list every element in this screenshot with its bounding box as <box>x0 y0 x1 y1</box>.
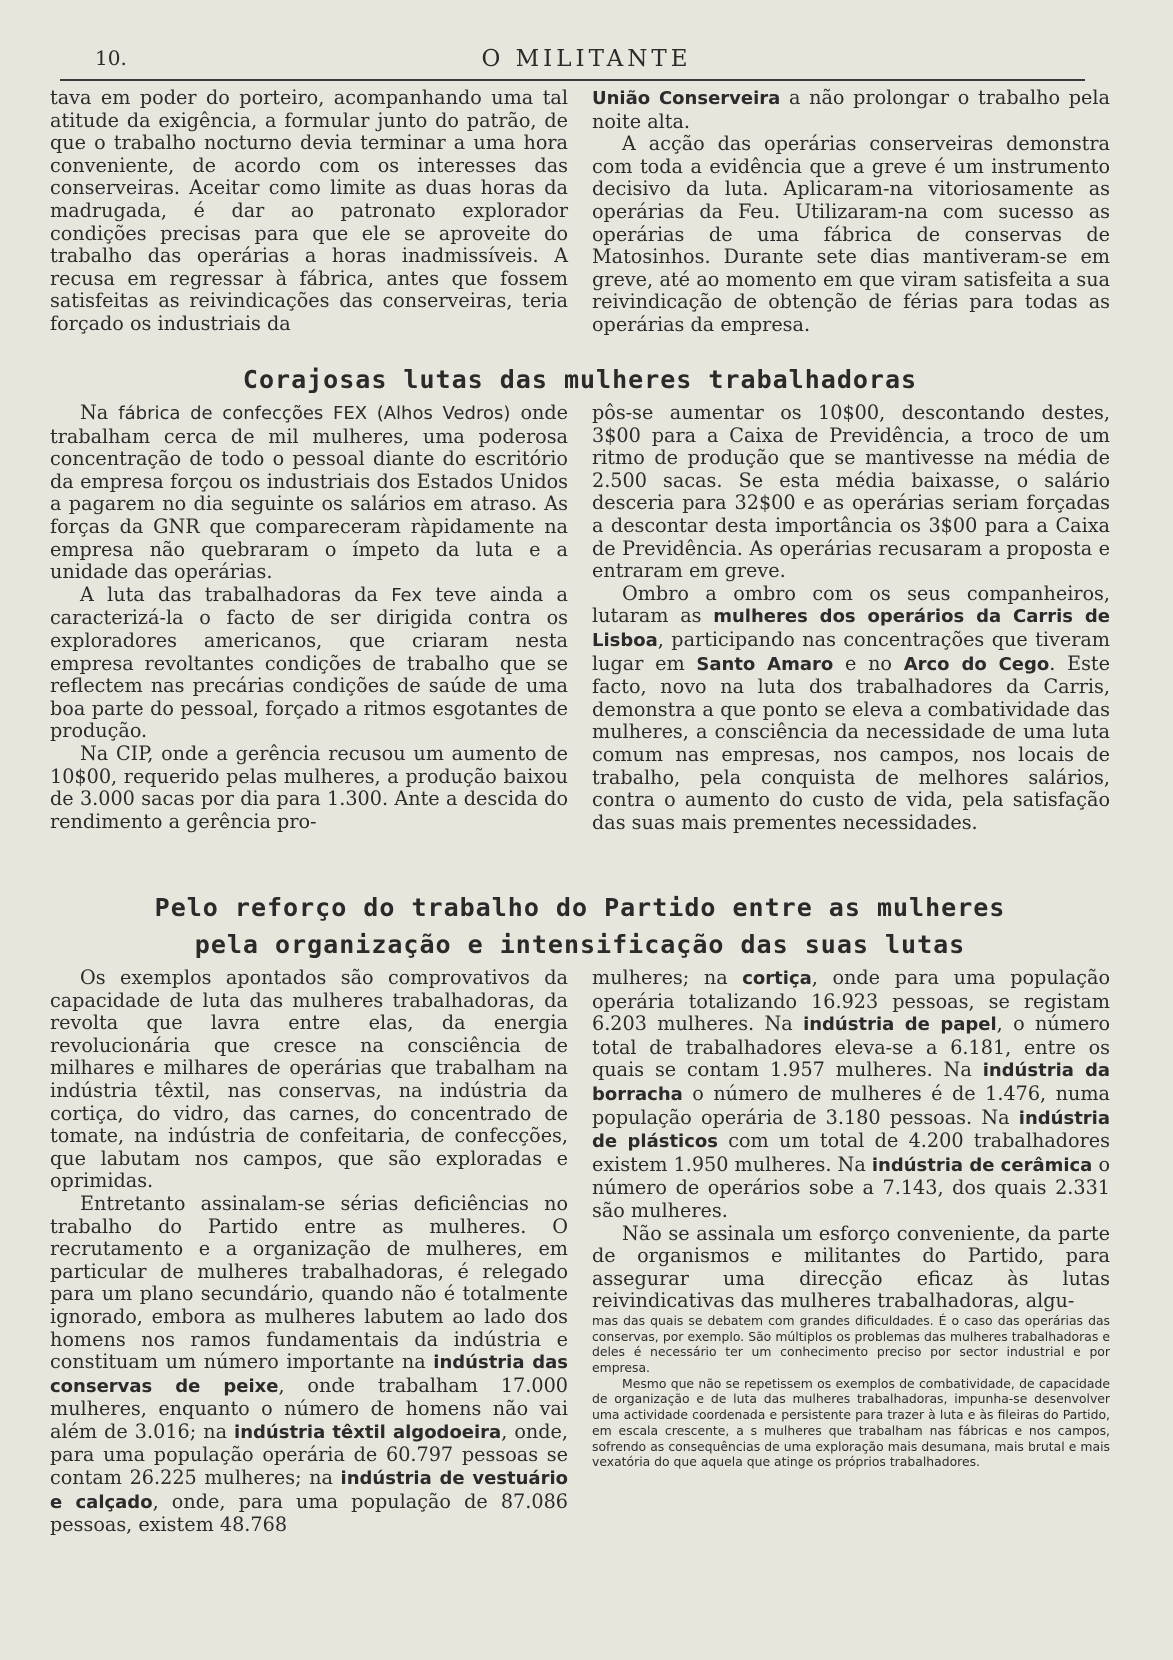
paragraph: Na fábrica de confecções FEX (Alhos Vedros) onde trabalham cerca de mil mulheres, uma poderosa concentração de todo o pessoal diante do escritório da empresa forçou os industriais dos Estados Unidos a pagarem no dia seguinte os salários em atraso. As forças da GNR que compareceram ràpidamente na empresa não quebraram o ímpeto da luta e a unidade das operárias. <box>50 401 568 584</box>
journal-title: O MILITANTE <box>481 46 692 72</box>
section-1-right-column <box>592 87 1110 337</box>
small-print-paragraph: mas das quais se debatem com grandes dificuldades. É o caso das operárias das conservas, por exemplo. São múltiplos os problemas das mulheres trabalhadoras e deles é necessário ter um conhecimento preciso por sector industrial e por empresa. <box>592 1312 1110 1376</box>
bold-term: indústria das conservas de peixe <box>50 1352 569 1397</box>
paragraph: Entretanto assinalam-se sérias deficiências no trabalho do Partido entre as mulheres. O recrutamento e a organização de mulheres, em particular de mulheres trabalhadoras, é relegado para um plano secundário, quando não é totalmente ignorado, embora as mulheres labutem ao lado dos homens nos ramos fundamentais da indústria e constituam um número importante na indústria das conservas de peixe, onde trabalham 17.000 mulheres, enquanto o número de homens não vai além de 3.016; na indústria têxtil algodoeira, onde, para uma população operária de 60.797 pessoas se contam 26.225 mulheres; na indústria de vestuário e calçado, onde, para uma população de 87.086 pessoas, existem 48.768 <box>50 1191 569 1537</box>
paragraph: Não se assinala um esforço conveniente, da parte de organismos e militantes do Partido, para assegurar uma direcção eficaz às lutas reivindicativas das mulheres trabalhadoras, algu- <box>592 1221 1110 1313</box>
headline-line-1: Pelo reforço do trabalho do Partido entre as mulheres <box>154 893 1006 922</box>
bold-term: fábrica de confecções FEX (Alhos Vedros) <box>118 403 511 424</box>
header-rule <box>60 79 1085 81</box>
paragraph: A acção das operárias conserveiras demonstra com toda a evidência que a greve é um instrumento decisivo da luta. Aplicaram-na vitoriosamente as operárias da Feu. Utilizaram-na com sucesso as operárias de uma fábrica de conservas de Matosinhos. Durante sete dias mantiveram-se em greve, até ao momento em que viram satisfeita a sua reivindicação de obtenção de férias para todas as operárias da empresa. <box>592 132 1110 336</box>
bold-term: indústria de plásticos <box>592 1107 1110 1153</box>
bold-term: indústria de vestuário e calçado <box>50 1468 568 1513</box>
paragraph: Na CIP, onde a gerência recusou um aumento de 10$00, requerido pelas mulheres, a produção baixou de 3.000 sacas por dia para 1.300. Ante a descida do rendimento a gerência pro- <box>50 741 568 833</box>
section-2-left-column <box>50 402 568 834</box>
section-2 <box>50 402 1110 834</box>
paragraph: mulheres; na cortiça, onde para uma população operária totalizando 16.923 pessoas, se registam 6.203 mulheres. Na indústria de papel, o número total de trabalhadores eleva-se a 6.181, entre os quais se contam 1.957 mulheres. Na indústria da borracha o número de mulheres é de 1.476, numa população operária de 3.180 pessoas. Na indústria de plásticos com um total de 4.200 trabalhadores existem 1.950 mulheres. Na indústria de cerâmica o número de operários sobe a 7.143, dos quais 2.331 são mulheres. <box>592 966 1110 1222</box>
section-3-left-column <box>50 967 568 1537</box>
bold-term: União Conserveira <box>592 88 781 109</box>
headline: Corajosas lutas das mulheres trabalhadoras <box>242 365 918 394</box>
paragraph: A luta das trabalhadoras da Fex teve ainda a caracterizá-la o facto de ser dirigida contra os exploradores americanos, que criaram nesta empresa revoltantes condições de trabalho que se reflectem nas precárias condições de saúde de uma boa parte do pessoal, forçado a ritmos esgotantes de produção. <box>50 582 568 743</box>
small-print-paragraph: Mesmo que não se repetissem os exemplos de combatividade, de capacidade de organização e de luta das mulheres trabalhadoras, impunha-se desenvolver uma actividade coordenada e persistente para trazer à luta e às fileiras do Partido, em escala crescente, a s mulheres que trabalham nas fábricas e nos campos, sofrendo as consequências de uma exploração mais desumana, mais brutal e mais vexatória do que aquela que atinge os próprios trabalhadores. <box>592 1375 1110 1470</box>
bold-term: indústria têxtil algodoeira <box>234 1421 502 1443</box>
paragraph: Os exemplos apontados são comprovativos da capacidade de luta das mulheres trabalhadoras, da revolta que lavra entre elas, da energia revolucionária que cresce na consciência de milhares e milhares de operárias que trabalham na indústria têxtil, nas conservas, na indústria da cortiça, do vidro, das carnes, do concentrado de tomate, na indústria de confeitaria, de confecções, que labutam nos campos, que são exploradas e oprimidas. <box>50 966 568 1193</box>
section-2-right-column <box>592 402 1110 834</box>
bold-term: mulheres dos operários da Carris de Lisboa <box>592 606 1110 651</box>
bold-term: indústria da borracha <box>592 1060 1110 1105</box>
section-1-left-column <box>50 87 568 337</box>
page-number: 10. <box>95 46 127 70</box>
headline-line-2: pela organização e intensificação das suas lutas <box>194 930 966 959</box>
section-3 <box>50 967 1110 1537</box>
bold-term: Santo Amaro <box>696 653 834 675</box>
bold-term: cortiça <box>742 968 812 989</box>
section-1 <box>50 87 1110 337</box>
bold-term: Arco do Cego <box>903 653 1050 675</box>
running-head <box>0 38 1173 76</box>
bold-term: indústria de papel <box>803 1014 997 1036</box>
paragraph: pôs-se aumentar os 10$00, descontando destes, 3$00 para a Caixa de Previdência, a troco de um ritmo de produção que se mantivesse na média de 2.500 sacas. Se esta média baixasse, o salário desceria para 32$00 e as operárias seriam forçadas a descontar desta importância os 3$00 para a Caixa de Previdência. As operárias recusaram a proposta e entraram em greve. <box>592 401 1110 583</box>
bold-term: Fex <box>391 584 422 606</box>
bold-term: indústria de cerâmica <box>871 1154 1093 1176</box>
paragraph: tava em poder do porteiro, acompanhando uma tal atitude da exigência, a formular junto do patrão, de que o trabalho nocturno devia terminar a uma hora conveniente, de acordo com os interesses das conserveiras. Aceitar como limite as duas horas da madrugada, é dar ao patronato explorador condições precisas para que ele se aproveite do trabalho das operárias a horas inadmissíveis. A recusa em regressar à fábrica, antes que fossem satisfeitas as reivindicações das conserveiras, teria forçado os industriais da <box>50 86 568 335</box>
section-3-right-column <box>592 967 1110 1537</box>
paragraph: Ombro a ombro com os seus companheiros, lutaram as mulheres dos operários da Carris de Lisboa, participando nas concentrações que tiveram lugar em Santo Amaro e no Arco do Cego. Este facto, novo na luta dos trabalhadores da Carris, demonstra a que ponto se eleva a combatividade das mulheres, a consciência da necessidade de uma luta comum nas empresas, nos campos, nos locais de trabalho, pela conquista de melhores salários, contra o aumento do custo de vida, pela satisfação das suas mais prementes necessidades. <box>592 581 1110 834</box>
paragraph: União Conserveira a não prolongar o trabalho pela noite alta. <box>592 86 1110 133</box>
